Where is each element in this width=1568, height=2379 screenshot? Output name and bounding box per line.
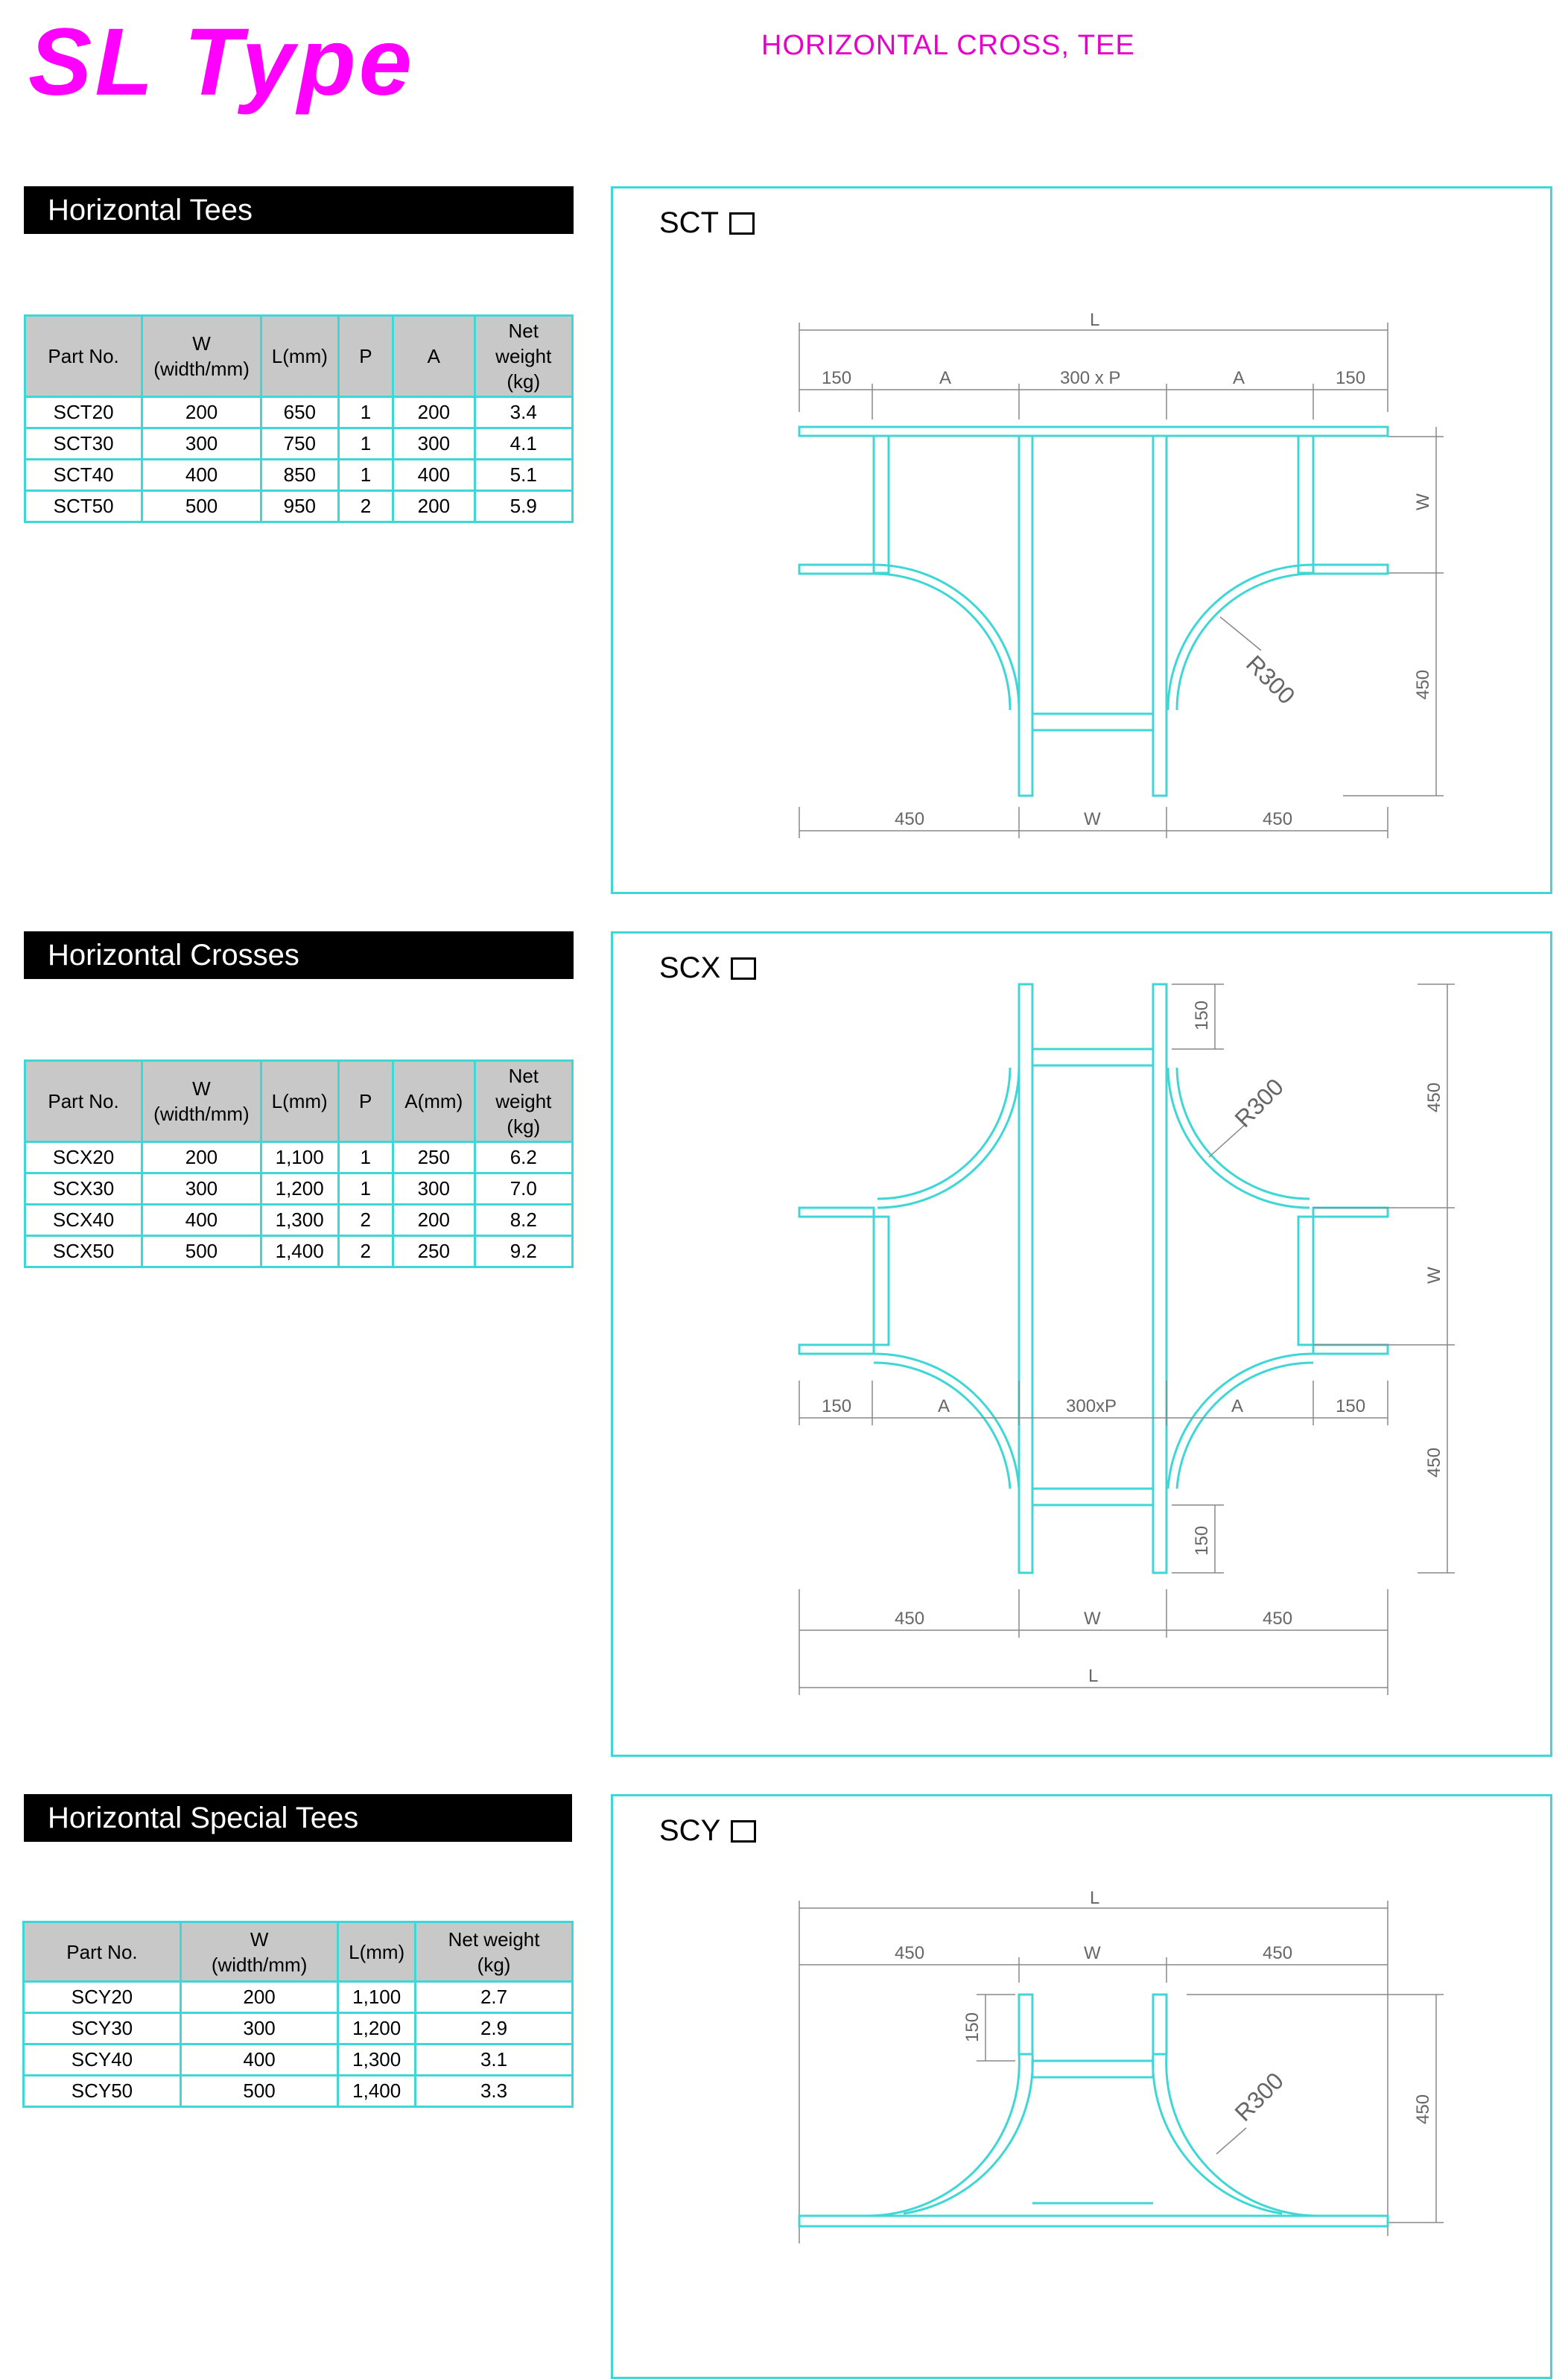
- cell: 200: [180, 1982, 337, 2013]
- dim-450-top-right: 450: [1263, 1943, 1293, 1963]
- cell: 4.1: [474, 428, 572, 460]
- cell: 400: [393, 460, 474, 491]
- cell: SCX50: [25, 1236, 142, 1267]
- cell: 1: [338, 1142, 393, 1173]
- cell: 7.0: [474, 1173, 572, 1205]
- page-subtitle: HORIZONTAL CROSS, TEE: [761, 30, 1135, 61]
- section-title-crosses: Horizontal Crosses: [24, 931, 574, 979]
- cell: 1,400: [261, 1236, 338, 1267]
- dim-150-right: 150: [1336, 368, 1366, 388]
- drawing-panel-scx: [611, 931, 1552, 1757]
- col-a: A(mm): [393, 1061, 474, 1142]
- cell: 200: [393, 1205, 474, 1236]
- cell: 200: [393, 397, 474, 428]
- col-width: W (width/mm): [142, 1061, 261, 1142]
- dim-l: L: [1088, 1666, 1099, 1686]
- table-header-row: [25, 316, 573, 397]
- cell: SCT40: [25, 460, 142, 491]
- cell: 2: [338, 491, 393, 522]
- cell: SCT20: [25, 397, 142, 428]
- tees-table: [24, 314, 574, 523]
- cell: SCX20: [25, 1142, 142, 1173]
- cell: SCT50: [25, 491, 142, 522]
- dim-450-top-left: 450: [895, 1943, 925, 1963]
- crosses-table: [24, 1059, 574, 1268]
- cell: 1,100: [261, 1142, 338, 1173]
- dim-w-vertical: W: [1413, 493, 1433, 510]
- col-net-weight: Net weight (kg): [416, 1922, 573, 1982]
- dim-a-right: A: [1233, 368, 1245, 388]
- col-net-weight: Net weight (kg): [474, 1061, 572, 1142]
- cell: 3.3: [416, 2076, 573, 2107]
- cell: 1,300: [261, 1205, 338, 1236]
- cell: 300: [142, 1173, 261, 1205]
- scy-drawing: [613, 1796, 1550, 2377]
- dim-300xp: 300xP: [1066, 1396, 1117, 1416]
- scx-drawing: [613, 934, 1550, 1755]
- dim-450-bottom-left: 450: [895, 1609, 925, 1629]
- dim-150-left: 150: [822, 368, 852, 388]
- cell: 400: [142, 1205, 261, 1236]
- table-row: [25, 397, 573, 428]
- section-title-tees: Horizontal Tees: [24, 186, 574, 234]
- cell: SCX40: [25, 1205, 142, 1236]
- cell: 1: [338, 460, 393, 491]
- drawing-label: SCY: [659, 1814, 721, 1847]
- dim-w-bottom: W: [1084, 809, 1101, 829]
- dim-r300: R300: [1241, 650, 1301, 710]
- cell: 3.4: [474, 397, 572, 428]
- dim-r300: R300: [1229, 1073, 1289, 1133]
- cell: 1: [338, 1173, 393, 1205]
- dim-450-right: 450: [1413, 2094, 1433, 2124]
- col-width: W (width/mm): [142, 316, 261, 397]
- cell: 300: [393, 1173, 474, 1205]
- cell: 3.1: [416, 2044, 573, 2076]
- table-row: [24, 1982, 573, 2013]
- dim-450-right-bottom: 450: [1424, 1447, 1444, 1477]
- cell: 300: [180, 2013, 337, 2044]
- cell: 750: [261, 428, 338, 460]
- table-row: [24, 2013, 573, 2044]
- drawing-panel-scy: [611, 1794, 1552, 2379]
- cell: 5.1: [474, 460, 572, 491]
- dim-a-left: A: [938, 1396, 950, 1416]
- cell: 1,200: [261, 1173, 338, 1205]
- dim-150-bottom: 150: [1192, 1525, 1212, 1556]
- dim-450-bottom-left: 450: [895, 809, 925, 829]
- special-tees-table: [22, 1921, 574, 2108]
- col-part-no: Part No.: [25, 316, 142, 397]
- table-row: [25, 460, 573, 491]
- table-header-row: [24, 1922, 573, 1982]
- drawing-panel-sct: [611, 186, 1552, 894]
- cell: 5.9: [474, 491, 572, 522]
- cell: 300: [142, 428, 261, 460]
- col-part-no: Part No.: [24, 1922, 181, 1982]
- cell: 6.2: [474, 1142, 572, 1173]
- dim-l: L: [1090, 310, 1100, 330]
- table-row: [25, 1236, 573, 1267]
- cell: 200: [142, 397, 261, 428]
- cell: 850: [261, 460, 338, 491]
- brand-title: SL Type: [28, 9, 415, 115]
- cell: 9.2: [474, 1236, 572, 1267]
- dim-w-top: W: [1084, 1943, 1101, 1963]
- cell: 500: [180, 2076, 337, 2107]
- cell: 250: [393, 1236, 474, 1267]
- cell: 500: [142, 491, 261, 522]
- col-length: L(mm): [338, 1922, 416, 1982]
- cell: 8.2: [474, 1205, 572, 1236]
- dim-r300: R300: [1229, 2067, 1289, 2126]
- cell: 1,400: [338, 2076, 416, 2107]
- cell: 2: [338, 1236, 393, 1267]
- cell: 300: [393, 428, 474, 460]
- cell: 1,100: [338, 1982, 416, 2013]
- cell: 650: [261, 397, 338, 428]
- cell: SCY50: [24, 2076, 181, 2107]
- cell: 400: [142, 460, 261, 491]
- cell: 500: [142, 1236, 261, 1267]
- col-part-no: Part No.: [25, 1061, 142, 1142]
- col-length: L(mm): [261, 316, 338, 397]
- dim-150-vertical: 150: [962, 2012, 983, 2042]
- cell: 250: [393, 1142, 474, 1173]
- dim-300xp: 300 x P: [1060, 368, 1121, 388]
- dim-w-right: W: [1424, 1267, 1444, 1284]
- col-p: P: [338, 316, 393, 397]
- drawing-label: SCX: [659, 951, 721, 984]
- section-title-special-tees: Horizontal Special Tees: [24, 1794, 572, 1842]
- dim-450-bottom-right: 450: [1263, 1609, 1293, 1629]
- cell: SCY40: [24, 2044, 181, 2076]
- table-row: [25, 1205, 573, 1236]
- cell: 200: [142, 1142, 261, 1173]
- table-row: [25, 1142, 573, 1173]
- cell: SCY20: [24, 1982, 181, 2013]
- drawing-label: SCT: [659, 206, 719, 239]
- dim-l: L: [1090, 1888, 1100, 1908]
- cell: SCT30: [25, 428, 142, 460]
- dim-450-right-top: 450: [1424, 1082, 1444, 1112]
- cell: 2: [338, 1205, 393, 1236]
- col-width: W (width/mm): [180, 1922, 337, 1982]
- dim-150-top: 150: [1192, 1000, 1212, 1030]
- cell: 1: [338, 428, 393, 460]
- cell: SCY30: [24, 2013, 181, 2044]
- dim-150-right: 150: [1336, 1396, 1366, 1416]
- table-row: [24, 2044, 573, 2076]
- table-header-row: [25, 1061, 573, 1142]
- col-net-weight: Net weight (kg): [474, 316, 572, 397]
- cell: 2.9: [416, 2013, 573, 2044]
- cell: 1: [338, 397, 393, 428]
- dim-a-right: A: [1231, 1396, 1244, 1416]
- sct-drawing: [613, 189, 1550, 892]
- dim-w-bottom: W: [1084, 1609, 1101, 1629]
- table-row: [25, 491, 573, 522]
- cell: 400: [180, 2044, 337, 2076]
- table-row: [25, 1173, 573, 1205]
- cell: 2.7: [416, 1982, 573, 2013]
- col-length: L(mm): [261, 1061, 338, 1142]
- cell: 200: [393, 491, 474, 522]
- cell: 950: [261, 491, 338, 522]
- table-row: [24, 2076, 573, 2107]
- dim-a-left: A: [939, 368, 952, 388]
- col-a: A: [393, 316, 474, 397]
- dim-450-vertical: 450: [1413, 669, 1433, 700]
- col-p: P: [338, 1061, 393, 1142]
- cell: 1,300: [338, 2044, 416, 2076]
- cell: 1,200: [338, 2013, 416, 2044]
- table-row: [25, 428, 573, 460]
- cell: SCX30: [25, 1173, 142, 1205]
- dim-450-bottom-right: 450: [1263, 809, 1293, 829]
- dim-150-left: 150: [822, 1396, 852, 1416]
